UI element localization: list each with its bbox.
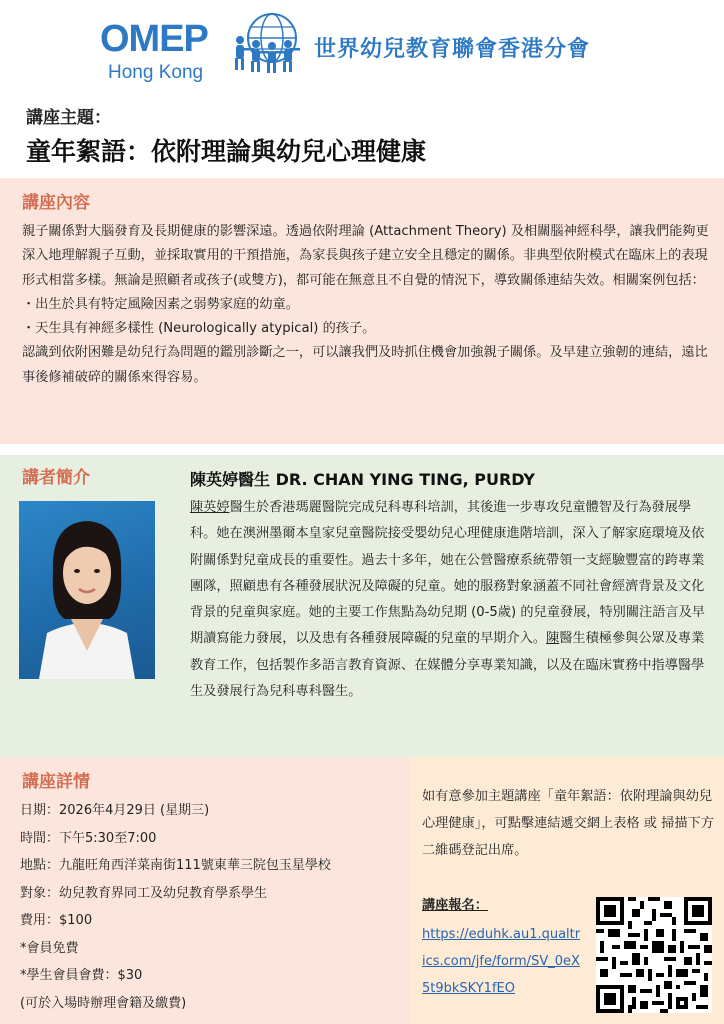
registration-text: 如有意參加主題講座「童年絮語：依附理論與幼兒心理健康」，可點擊連結遞交網上表格 或 掃描下方二維碼登記出席。 bbox=[422, 789, 714, 858]
content-bullet: ・天生具有神經多樣性 (Neurologically atypical) 的孩子。 bbox=[22, 321, 376, 337]
content-bullet: ・出生於具有特定風險因素之弱勢家庭的幼童。 bbox=[22, 296, 299, 312]
speaker-bio-name: 陳英婷 bbox=[190, 500, 230, 515]
detail-time: 時間：下午5:30至7:00 bbox=[20, 830, 157, 846]
detail-student-fee: *學生會員會費：$30 bbox=[20, 968, 143, 983]
registration-section bbox=[410, 757, 724, 1024]
lecture-content-body bbox=[22, 220, 712, 390]
lecture-content-section bbox=[0, 178, 724, 444]
speaker-photo bbox=[19, 501, 155, 679]
logo-wordmark: OMEP bbox=[100, 18, 208, 60]
detail-date: 日期：2026年4月29日 (星期三) bbox=[20, 803, 210, 818]
qr-code-icon bbox=[596, 897, 712, 1013]
topic-title: 童年絮語：依附理論與幼兒心理健康 bbox=[26, 137, 427, 166]
speaker-portrait-icon bbox=[19, 501, 155, 679]
detail-note: (可於入場時辦理會籍及繳費) bbox=[20, 995, 187, 1011]
detail-audience: 對象：幼兒教育界同工及幼兒教育學系學生 bbox=[20, 885, 268, 901]
lecture-details-list bbox=[20, 797, 406, 1017]
content-paragraph: 認識到依附困難是幼兒行為問題的鑑別診斷之一，可以讓我們及時抓住機會加強親子關係。及早建立強韌的連結，遠比事後修補破碎的關係來得容易。 bbox=[22, 345, 708, 385]
logo-subtitle: Hong Kong bbox=[108, 62, 204, 83]
speaker-bio bbox=[190, 495, 710, 705]
registration-link[interactable]: https://eduhk.au1.qualtrics.com/jfe/form/SV_0eX5t9bkSKY1fEO bbox=[422, 927, 581, 996]
speaker-heading: 講者簡介 bbox=[22, 468, 90, 488]
lecture-content-heading: 講座內容 bbox=[22, 193, 90, 213]
registration-label: 講座報名： bbox=[422, 898, 488, 913]
organization-name: 世界幼兒教育聯會香港分會 bbox=[314, 37, 591, 62]
detail-member-free: *會員免費 bbox=[20, 940, 79, 956]
header bbox=[0, 0, 724, 95]
globe-children-logo-icon bbox=[232, 10, 304, 76]
topic-label: 講座主題： bbox=[26, 108, 111, 128]
lecture-details-heading: 講座詳情 bbox=[22, 772, 90, 792]
speaker-section bbox=[0, 455, 724, 757]
content-paragraph: 親子關係對大腦發育及長期健康的影響深遠。透過依附理論 (Attachment Theory) 及相關腦神經科學，讓我們能夠更深入地理解親子互動，並採取實用的干預措施，為家長與孩子建立安全且穩定的關係。非典型依附模式在臨床上的表現形式相當多樣。無論是照顧者或孩子(或雙方)，都可能在無意且不自覺的情況下，導致關係連結失效。相關案例包括： bbox=[22, 224, 709, 288]
speaker-bio-name: 陳 bbox=[546, 631, 560, 647]
lecture-details-section bbox=[0, 757, 410, 1024]
detail-venue: 地點：九龍旺角西洋菜南街111號東華三院包玉星學校 bbox=[20, 858, 331, 873]
speaker-name: 陳英婷醫生 DR. CHAN YING TING, PURDY bbox=[190, 470, 536, 489]
detail-fee: 費用：$100 bbox=[20, 913, 93, 928]
speaker-bio-text: 醫生積極參與公眾及專業教育工作，包括製作多語言教育資源、在媒體分享專業知識，以及在臨床實務中指導醫學生及發展行為兒科專科醫生。 bbox=[190, 631, 705, 700]
speaker-bio-text: 醫生於香港瑪麗醫院完成兒科專科培訓，其後進一步專攻兒童體智及行為發展學科。她在澳洲墨爾本皇家兒童醫院接受嬰幼兒心理健康進階培訓，深入了解家庭環境及依附關係對兒童成長的重要性。過去十多年，她在公營醫療系統帶領一支經驗豐富的跨專業團隊，照顧患有各種發展狀況及障礙的兒童。她的服務對象涵蓋不同社會經濟背景及文化背景的兒童與家庭。她的主要工作焦點為幼兒期 (0-5歲) 的兒童發展，特別關注語言及早期讀寫能力發展，以及患有各種發展障礙的兒童的早期介入。 bbox=[190, 500, 705, 647]
